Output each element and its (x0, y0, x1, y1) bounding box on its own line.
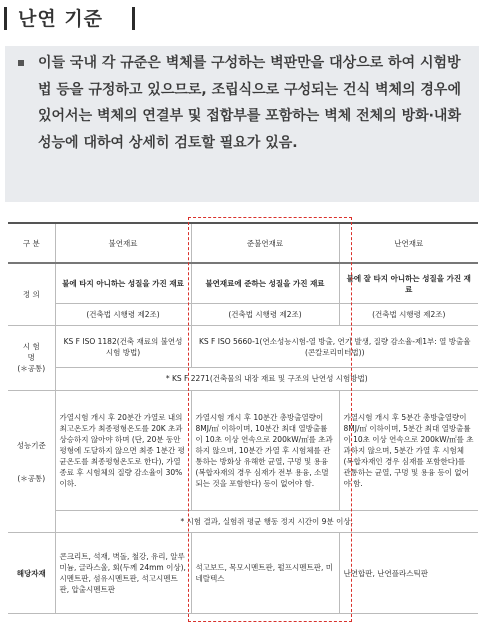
definition-label: 정 의 (8, 263, 55, 325)
standards-table (8, 222, 478, 614)
materials-row (8, 533, 478, 614)
method-common: * KS F 2271(건축물의 내장 재료 및 구조의 난연성 시험방법) (55, 368, 478, 390)
method-row (8, 326, 478, 368)
performance-col1: 가열시험 개시 후 20분간 가열로 내의 최고온도가 최종평형온도를 20K 초과 상승하지 않아야 하며 (단, 20분 동안 평형에 도달하지 않으면 최종 1분간 평균온도를 최종평형온도로 한다), 가열종료 후 시험체의 질량 감소율이 30% 이하. (55, 390, 191, 511)
definition-row (8, 263, 478, 303)
definition-col2: 불연재료에 준하는 성질을 가진 재료 (191, 263, 339, 303)
title-bar-right (132, 7, 135, 30)
materials-col2: 석고보드, 목모시멘트판, 펄프시멘트판, 미네랄텍스 (191, 533, 339, 614)
definition-ref-row (8, 304, 478, 326)
header-noncombustible: 불연재료 (55, 223, 191, 263)
materials-label: 해당자재 (8, 533, 55, 614)
performance-col3: 가열시험 개시 후 5분간 총방출열량이 8MJ/㎡ 이하이며, 5분간 최대 열방출률이 10초 이상 연속으로 200kW/㎡를 초과하지 않으며, 5분간 가열 후 시험체 (복합자재인 경우 심재를 포함한다)를 관통하는 균열, 구멍 및 용융 등이 없어야 함. (339, 390, 478, 511)
definition-ref-col1: (건축법 시행령 제2조) (55, 304, 191, 326)
method-col1: KS F ISO 1182(건축 재료의 불연성 시험 방법) (55, 326, 191, 368)
performance-row (8, 390, 478, 511)
performance-col2: 가열시험 개시 후 10분간 총방출열량이 8MJ/㎡ 이하이며, 10분간 최대 열방출률이 10초 이상 연속으로 200kW/㎡를 초과하지 않으며, 10분간 가열 후 시험체를 관통하는 방화상 유해한 균열, 구멍 및 용융(복합자재의 경우 심재가 전부 용융, 소멸되는 것을 포함한다) 등이 없어야 함. (191, 390, 339, 511)
bullet-icon (18, 60, 24, 66)
method-label: 시 험 명 (＊공통) (8, 326, 55, 390)
performance-label: 성능기준 (＊공통) (8, 390, 55, 533)
materials-col1: 콘크리트, 석재, 벽돌, 철강, 유리, 알루미늄, 글라스울, 회(두께 24mm 이상), 시멘트판, 섬유시멘트판, 석고시멘트판, 압출시멘트판 (55, 533, 191, 614)
header-flame-retardant: 난연재료 (339, 223, 478, 263)
method-common-row (8, 368, 478, 390)
page-title: 난연 기준 (18, 8, 104, 30)
definition-col3: 불에 잘 타지 아니하는 성질을 가진 재료 (339, 263, 478, 303)
header-semi-noncombustible: 준불연재료 (191, 223, 339, 263)
header-row (8, 223, 478, 263)
header-category: 구 분 (8, 223, 55, 263)
definition-col1: 불에 타지 아니하는 성질을 가진 재료 (55, 263, 191, 303)
method-col23: KS F ISO 5660-1(연소성능시험-열 방출, 연기 발생, 질량 감소율-제1부: 열 방출율(콘칼로리미터법)) (191, 326, 478, 368)
performance-common-row (8, 511, 478, 533)
title-area (0, 0, 487, 40)
title-bar-left (4, 7, 7, 30)
definition-ref-col3: (건축법 시행령 제2조) (339, 304, 478, 326)
performance-common: * 시험 결과, 실험쥐 평균 행동 정지 시간이 9분 이상. (55, 511, 478, 533)
note-text: 이들 국내 각 규준은 벽체를 구성하는 벽판만을 대상으로 하여 시험방법 등을 규정하고 있으므로, 조립식으로 구성되는 건식 벽체의 경우에 있어서는 벽체의 연결부 및 접합부를 포함하는 벽체 전체의 방화·내화성능에 대하여 상세히 검토할 필요가 있음. (38, 55, 461, 151)
definition-ref-col2: (건축법 시행령 제2조) (191, 304, 339, 326)
materials-col3: 난연합판, 난연플라스틱판 (339, 533, 478, 614)
